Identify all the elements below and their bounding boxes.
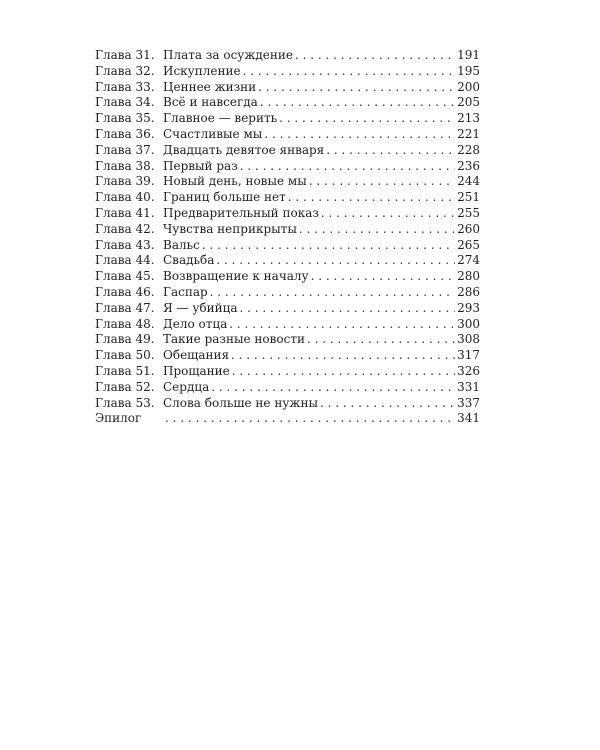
toc-chapter-number: Глава 50.: [95, 348, 155, 363]
toc-chapter-number: Глава 40.: [95, 190, 155, 205]
toc-page-number: 244: [457, 174, 480, 189]
toc-chapter-title: Искупление: [163, 63, 241, 78]
toc-page-number: 205: [457, 95, 480, 110]
toc-leader-dots: [231, 348, 455, 364]
toc-chapter-number: Глава 45.: [95, 269, 155, 284]
toc-chapter-title: Вальс: [163, 237, 200, 252]
toc-page-number: 260: [457, 221, 480, 236]
toc-entry: [95, 206, 480, 222]
toc-chapter-title: Всё и навсегда: [163, 95, 258, 110]
toc-page-number: 286: [457, 284, 480, 299]
toc-chapter-title: Дело отца: [163, 316, 228, 331]
toc-chapter-number: Глава 48.: [95, 316, 155, 331]
toc-leader-dots: [260, 95, 455, 111]
toc-page-number: 213: [457, 111, 480, 126]
toc-leader-dots: [211, 380, 455, 396]
toc-entry: [95, 127, 480, 143]
toc-page-number: 195: [457, 63, 480, 78]
toc-entry: [95, 380, 480, 396]
toc-chapter-title: Чувства неприкрыты: [163, 221, 297, 236]
toc-entry: [95, 253, 480, 269]
toc-leader-dots: [202, 238, 455, 254]
toc-leader-dots: [299, 222, 455, 238]
toc-entry: [95, 332, 480, 348]
toc-page-number: 228: [457, 142, 480, 157]
toc-leader-dots: [279, 111, 455, 127]
toc-chapter-number: Глава 31.: [95, 48, 155, 62]
toc-page-number: 191: [457, 48, 480, 62]
toc-chapter-number: Глава 35.: [95, 111, 155, 126]
toc-entry-epilogue: [95, 411, 480, 427]
toc-page-number: 337: [457, 395, 480, 410]
toc-leader-dots: [320, 396, 455, 412]
toc-chapter-title: Первый раз: [163, 158, 238, 173]
toc-chapter-title: Прощание: [163, 363, 230, 378]
toc-leader-dots: [295, 48, 455, 64]
toc-leader-dots: [165, 411, 455, 427]
toc-entry: [95, 396, 480, 412]
toc-entry: [95, 285, 480, 301]
toc-leader-dots: [210, 285, 455, 301]
toc-leader-dots: [288, 190, 455, 206]
toc-chapter-title: Обещания: [163, 348, 230, 363]
toc-page-number: 274: [457, 253, 480, 268]
toc-leader-dots: [307, 332, 455, 348]
toc-chapter-number: Глава 38.: [95, 158, 155, 173]
toc-chapter-number: Глава 44.: [95, 253, 155, 268]
toc-leader-dots: [240, 159, 455, 175]
toc-chapter-title: Границ больше нет: [163, 190, 286, 205]
toc-page-number: 236: [457, 158, 480, 173]
toc-chapter-title: Свадьба: [163, 253, 215, 268]
toc-chapter-title: Ценнее жизни: [163, 79, 257, 94]
toc-page-number: 265: [457, 237, 480, 252]
toc-page-number: 251: [457, 190, 480, 205]
toc-page-number: 331: [457, 379, 480, 394]
toc-chapter-number: Глава 51.: [95, 363, 155, 378]
toc-chapter-number: Эпилог: [95, 411, 142, 426]
toc-entry: [95, 301, 480, 317]
table-of-contents: [95, 48, 480, 427]
toc-leader-dots: [326, 143, 455, 159]
toc-page-number: 300: [457, 316, 480, 331]
toc-leader-dots: [309, 174, 455, 190]
toc-leader-dots: [321, 206, 455, 222]
toc-entry: [95, 174, 480, 190]
toc-chapter-number: Глава 39.: [95, 174, 155, 189]
toc-page-number: 308: [457, 332, 480, 347]
toc-leader-dots: [311, 269, 456, 285]
toc-chapter-title: Плата за осуждение: [163, 48, 293, 62]
toc-chapter-title: Двадцать девятое января: [163, 142, 325, 157]
toc-entry: [95, 317, 480, 333]
toc-leader-dots: [243, 64, 456, 80]
toc-chapter-number: Глава 47.: [95, 300, 155, 315]
toc-entry: [95, 80, 480, 96]
toc-entry: [95, 159, 480, 175]
toc-chapter-title: Такие разные новости: [163, 332, 305, 347]
toc-chapter-title: Слова больше не нужны: [163, 395, 318, 410]
toc-leader-dots: [239, 301, 455, 317]
toc-entry: [95, 143, 480, 159]
toc-leader-dots: [264, 127, 455, 143]
toc-leader-dots: [229, 317, 455, 333]
toc-entry: [95, 238, 480, 254]
toc-chapter-number: Глава 43.: [95, 237, 155, 252]
toc-page-number: 341: [457, 411, 480, 426]
toc-chapter-title: Сердца: [163, 379, 210, 394]
toc-page-number: 221: [457, 126, 480, 141]
toc-chapter-title: Новый день, новые мы: [163, 174, 307, 189]
toc-entry: [95, 48, 480, 64]
toc-chapter-title: Возвращение к началу: [163, 269, 309, 284]
toc-chapter-number: Глава 34.: [95, 95, 155, 110]
toc-chapter-number: Глава 46.: [95, 284, 155, 299]
toc-leader-dots: [216, 253, 455, 269]
toc-entry: [95, 222, 480, 238]
toc-chapter-number: Глава 32.: [95, 63, 155, 78]
toc-entry: [95, 64, 480, 80]
toc-page-number: 200: [457, 79, 480, 94]
toc-entry: [95, 348, 480, 364]
toc-chapter-number: Глава 52.: [95, 379, 155, 394]
toc-chapter-title: Гаспар: [163, 284, 208, 299]
toc-leader-dots: [232, 364, 455, 380]
toc-page-number: 255: [457, 205, 480, 220]
toc-entry: [95, 95, 480, 111]
toc-chapter-title: Главное — верить: [163, 111, 278, 126]
toc-chapter-number: Глава 53.: [95, 395, 155, 410]
toc-chapter-number: Глава 49.: [95, 332, 155, 347]
toc-page-number: 326: [457, 363, 480, 378]
toc-chapter-number: Глава 36.: [95, 126, 155, 141]
toc-page-number: 317: [457, 348, 480, 363]
toc-chapter-title: Предварительный показ: [163, 205, 319, 220]
toc-leader-dots: [258, 80, 455, 96]
toc-chapter-title: Счастливые мы: [163, 126, 263, 141]
toc-chapter-number: Глава 41.: [95, 205, 155, 220]
toc-chapter-number: Глава 33.: [95, 79, 155, 94]
toc-chapter-number: Глава 42.: [95, 221, 155, 236]
toc-chapter-number: Глава 37.: [95, 142, 155, 157]
toc-entry: [95, 364, 480, 380]
toc-entry: [95, 190, 480, 206]
toc-chapter-title: Я — убийца: [163, 300, 238, 315]
toc-entry: [95, 111, 480, 127]
toc-page-number: 293: [457, 300, 480, 315]
toc-entry: [95, 269, 480, 285]
toc-page-number: 280: [457, 269, 480, 284]
